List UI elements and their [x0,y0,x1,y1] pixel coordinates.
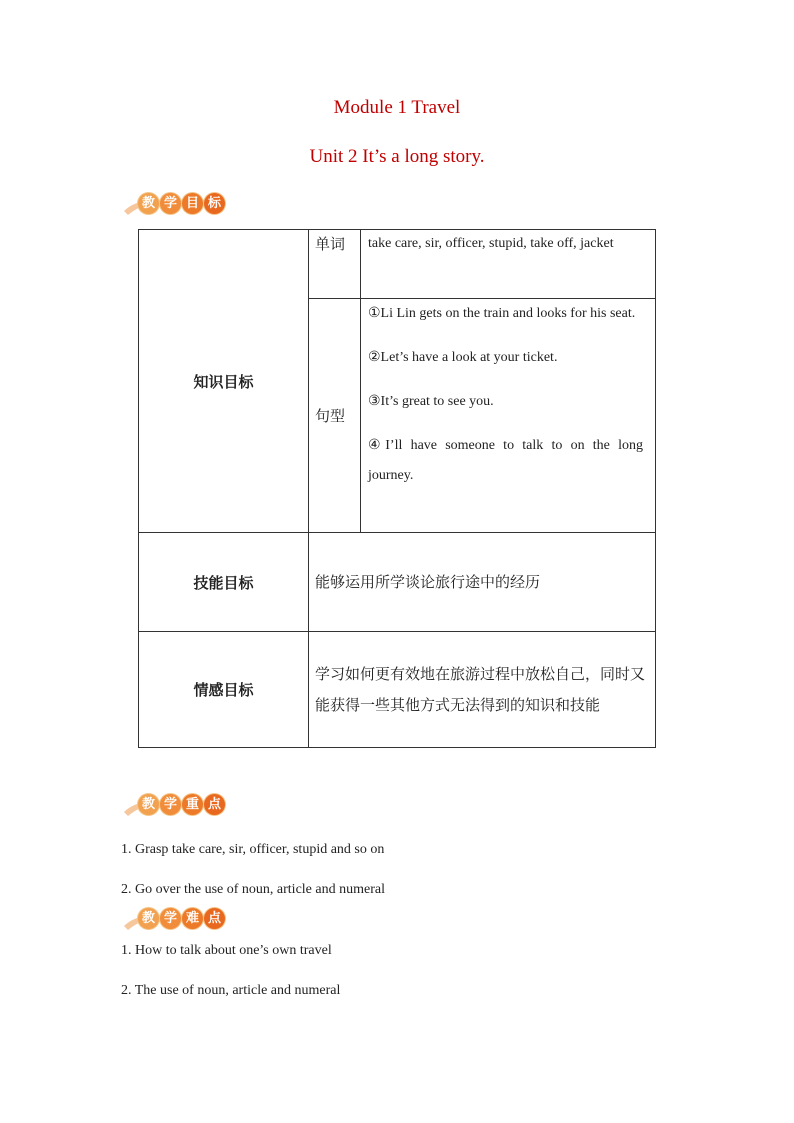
knowledge-goal-label: 知识目标 [139,230,309,533]
badge-char: 标 [204,193,225,214]
table-row [139,533,656,632]
badge-char: 难 [182,908,203,929]
emotion-goal-text: 学习如何更有效地在旅游过程中放松自己，同时又能获得一些其他方式无法得到的知识和技能 [309,632,656,748]
table-row [139,632,656,748]
difficulties-badge [122,906,232,932]
key-point-item: 2. Go over the use of noun, article and numeral [121,882,385,897]
skill-goal-text: 能够运用所学谈论旅行途中的经历 [309,533,656,632]
objectives-badge [122,191,232,217]
badge-char: 教 [138,193,159,214]
sentence-item: ①Li Lin gets on the train and looks for his seat. [368,306,636,321]
difficulty-item: 1. How to talk about one’s own travel [121,943,332,958]
table-row [139,230,656,299]
badge-char: 点 [204,908,225,929]
key-point-item: 1. Grasp take care, sir, officer, stupid and so on [121,842,385,857]
sentence-label: 句型 [309,299,361,533]
badge-char: 学 [160,794,181,815]
emotion-goal-label: 情感目标 [139,632,309,748]
vocab-text: take care, sir, officer, stupid, take off, jacket [361,230,656,299]
sentence-list [361,299,656,533]
skill-goal-label: 技能目标 [139,533,309,632]
unit-title: Unit 2 It’s a long story. [309,146,485,167]
difficulty-item: 2. The use of noun, article and numeral [121,983,341,998]
badge-char: 学 [160,908,181,929]
badge-char: 点 [204,794,225,815]
vocab-label: 单词 [309,230,361,299]
module-title: Module 1 Travel [333,97,461,118]
badge-char: 学 [160,193,181,214]
badge-char: 重 [182,794,203,815]
key-points-badge [122,792,232,818]
sentence-item: ②Let’s have a look at your ticket. [368,350,558,365]
badge-char: 目 [182,193,203,214]
objectives-table [138,229,656,748]
sentence-item: ③It’s great to see you. [368,394,494,409]
badge-char: 教 [138,794,159,815]
badge-char: 教 [138,908,159,929]
sentence-item: ④I’ll have someone to talk to on the long journey. [368,438,643,483]
